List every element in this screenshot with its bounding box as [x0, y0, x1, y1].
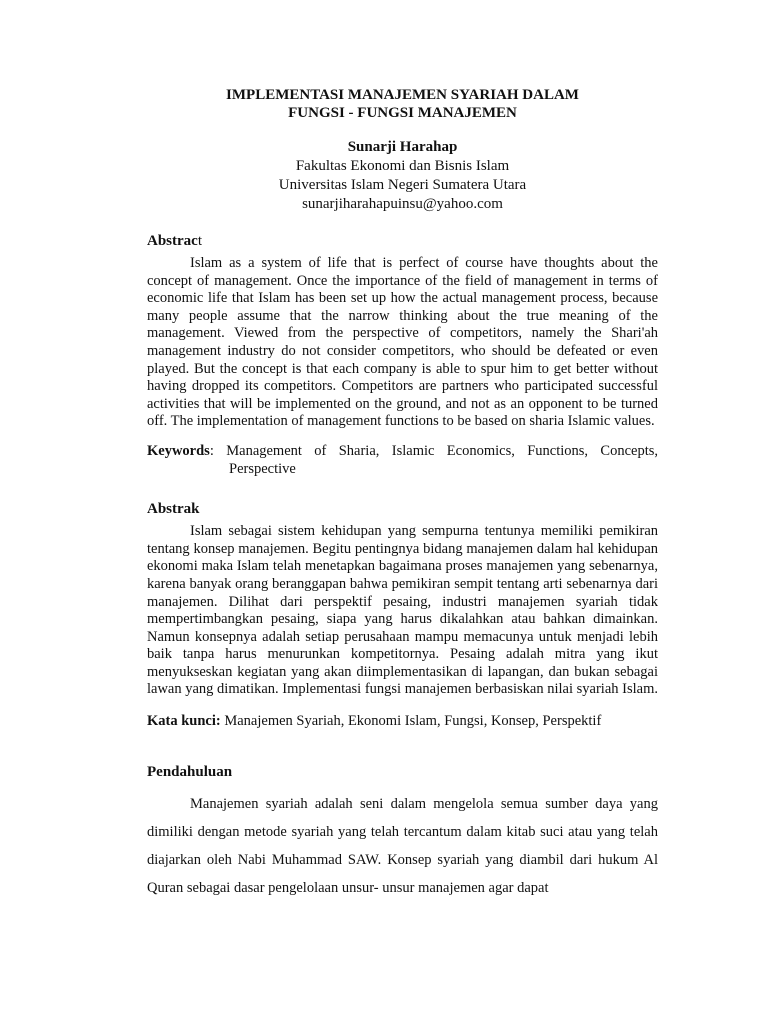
- kata-kunci-label: Kata kunci:: [147, 713, 221, 730]
- abstract-heading-suffix: t: [197, 233, 202, 249]
- author-faculty: Fakultas Ekonomi dan Bisnis Islam: [295, 158, 510, 174]
- introduction-body: Manajemen syariah adalah seni dalam mengelola semua sumber daya yang dimiliki dengan metode syariah yang telah tercantum dalam kitab suci atau yang telah diajarkan oleh Nabi Muhammad SAW. Konsep syariah yang diambil dari hukum Al Quran sebagai dasar pengelolaan unsur- unsur manajemen agar dapat: [147, 795, 658, 896]
- abstract-keywords: [147, 443, 658, 478]
- abstract-heading-bold: Abstrac: [147, 233, 198, 249]
- abstract-body: Islam as a system of life that is perfect of course have thoughts about the concept of management. Once the importance of the field of management in terms of economic life that Islam has been set up how the actual management process, because many people assume that the narrow thinking about the true meaning of the management. Viewed from the perspective of competitors, namely the Shari'ah management industry do not consider competitors, who should be defeated or even played. But the concept is that each company is able to spur him to get better without having dropped its competitors. Competitors are partners who participated successful activities that will be implemented on the ground, and not as an opponent to be turned off. The implementation of management functions to be based on sharia Islamic values.: [147, 255, 658, 430]
- keywords-text: : Management of Sharia, Islamic Economics, Functions, Concepts, Perspective: [209, 442, 658, 477]
- introduction-heading: Pendahuluan: [147, 763, 233, 780]
- title-line-1: IMPLEMENTASI MANAJEMEN SYARIAH DALAM: [226, 87, 579, 103]
- introduction-section: [147, 763, 658, 902]
- abstrak-heading: Abstrak: [147, 501, 200, 518]
- author-email: sunarjiharahapuinsu@yahoo.com: [302, 196, 503, 212]
- author-block: [147, 138, 658, 214]
- paper-title: [147, 86, 658, 122]
- author-university: Universitas Islam Negeri Sumatera Utara: [278, 177, 527, 193]
- keywords-label: Keywords: [147, 442, 210, 459]
- kata-kunci-text: Manajemen Syariah, Ekonomi Islam, Fungsi, Konsep, Perspektif: [220, 713, 602, 730]
- author-name: Sunarji Harahap: [347, 139, 458, 155]
- abstract-section: [147, 232, 658, 478]
- abstract-heading: [147, 232, 658, 251]
- abstrak-keywords: [147, 713, 658, 731]
- abstrak-section: [147, 500, 658, 731]
- title-line-2: FUNGSI - FUNGSI MANAJEMEN: [288, 105, 517, 121]
- abstrak-body: Islam sebagai sistem kehidupan yang sempurna tentunya memiliki pemikiran tentang konsep manajemen. Begitu pentingnya bidang manajemen dalam hal kehidupan ekonomi maka Islam telah menetapkan bagaimana proses manajemen yang sebenarnya, karena banyak orang beranggapan bahwa pemikiran sempit tentang arti sebenarnya dari manajemen. Dilihat dari perspektif pesaing, industri manajemen syariah tidak mempertimbangkan pesaing, siapa yang harus dikalahkan atau bahkan dimainkan. Namun konsepnya adalah setiap perusahaan mampu memacunya untuk menjadi lebih baik tanpa harus menurunkan kompetitornya. Pesaing adalah mitra yang ikut menyukseskan kegiatan yang akan diimplementasikan di lapangan, dan bukan sebagai lawan yang dimatikan. Implementasi fungsi manajemen berbasiskan nilai syariah Islam.: [147, 523, 658, 698]
